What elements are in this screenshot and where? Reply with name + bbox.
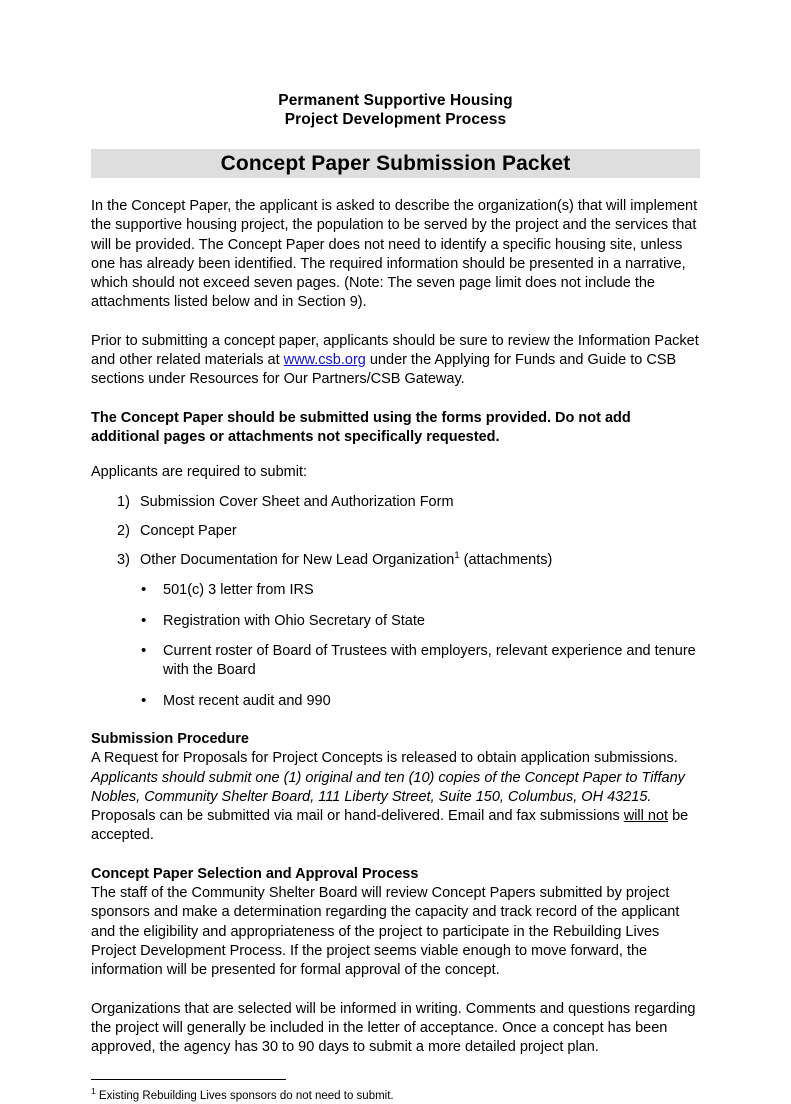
required-submissions-lead: Applicants are required to submit: [91,464,307,481]
selection-process-paragraph-1: The staff of the Community Shelter Board will review Concept Papers submitted by project sponsors and make a determination regarding the capacity and track record of the applicant and the eligibility and appropriateness of the project to participate in the Rebuilding Lives Project Development Process. If the project seems viable enough to move forward, the information will be presented for formal approval of the concept. [91,885,680,979]
list-marker: 1) [117,493,130,510]
footnote-separator [91,1079,286,1080]
submission-emphasis-will-not: will not [623,808,669,825]
list-item-label: Concept Paper [140,522,237,539]
spacer [91,313,700,332]
list-item-label: Registration with Ohio Secretary of State [163,612,425,629]
intro-paragraph: In the Concept Paper, the applicant is asked to describe the organization(s) that will implement the supportive housing project, the population to be served by the project and the services that will be provided. The Concept Paper does not need to identify a specific housing site, unless one has already been identified. The required information should be presented in a narrative, which should not exceed seven pages. (Note: The seven page limit does not include the attachments listed below and in Section 9). [91,198,698,311]
submission-sentence-1: A Request for Proposals for Project Concepts is released to obtain application submissions. [91,750,678,767]
forms-notice-paragraph: The Concept Paper should be submitted using the forms provided. Do not add additional pages or attachments not specifically requested. [91,409,631,445]
banner-heading: Concept Paper Submission Packet [91,149,700,178]
list-item [91,692,700,711]
spacer [91,711,700,730]
footnote-entry [91,1086,700,1104]
submission-procedure-heading: Submission Procedure [91,730,249,747]
document-title-line-1: Permanent Supportive Housing [278,92,513,109]
submission-italic-instructions: Applicants should submit one (1) original and ten (10) copies of the Concept Paper to Tiffany Nobles, Community Shelter Board, 111 Liberty Street, Suite 150, Columbus, OH 43215. [91,769,685,805]
bullet-icon: • [141,691,147,709]
list-marker: 3) [117,552,130,569]
footnote-reference: 1 [454,550,460,562]
bullet-icon: • [141,642,147,660]
spacer [91,447,700,463]
attachments-bullet-list [91,581,700,710]
submission-sentence-2-before: Proposals can be submitted via mail or hand-delivered. Email and fax submissions [91,808,624,825]
required-submissions-list [91,493,700,571]
selection-process-paragraph-2: Organizations that are selected will be informed in writing. Comments and questions regarding the project will generally be included in the letter of acceptance. Once a concept has been approved, the agency has 30 to 90 days to submit a more detailed project plan. [91,1000,696,1056]
list-item-label-suffix: (attachments) [459,552,553,569]
list-item [91,642,700,681]
spacer [91,178,700,197]
document-title-line-2: Project Development Process [284,111,507,128]
list-item [91,493,700,512]
selection-process-heading: Concept Paper Selection and Approval Process [91,865,419,882]
list-item [91,612,700,631]
list-item-label: 501(c) 3 letter from IRS [163,582,314,599]
footnote-area [91,1079,700,1104]
review-text-after: under the Applying for Funds and Guide to CSB sections under Resources for Our Partners/CSB Gateway. [91,352,677,388]
list-item-label: Other Documentation for New Lead Organization [140,552,455,569]
list-item-label: Most recent audit and 990 [163,692,331,709]
list-item-label: Current roster of Board of Trustees with employers, relevant experience and tenure with the Board [163,643,696,679]
list-item [91,551,700,570]
submission-sentence-2-after: be accepted. [91,808,689,844]
bullet-icon: • [141,611,147,629]
footnote-label: Existing Rebuilding Lives sponsors do not need to submit. [95,1090,394,1103]
document-content [91,0,700,1104]
list-item [91,522,700,541]
csb-website-link[interactable]: www.csb.org [283,352,366,369]
list-marker: 2) [117,522,130,539]
list-item [91,581,700,600]
review-text-before: Prior to submitting a concept paper, applicants should be sure to review the Information Packet and other related materials at [91,332,699,369]
spacer [91,981,700,1000]
footnote-marker: 1 [91,1086,96,1097]
review-materials-paragraph [91,332,700,390]
bullet-icon: • [141,581,147,599]
list-item-label: Submission Cover Sheet and Authorization Form [140,493,454,510]
submission-procedure-paragraph [91,749,700,845]
document-title [91,91,700,129]
spacer [91,390,700,409]
spacer [91,846,700,865]
